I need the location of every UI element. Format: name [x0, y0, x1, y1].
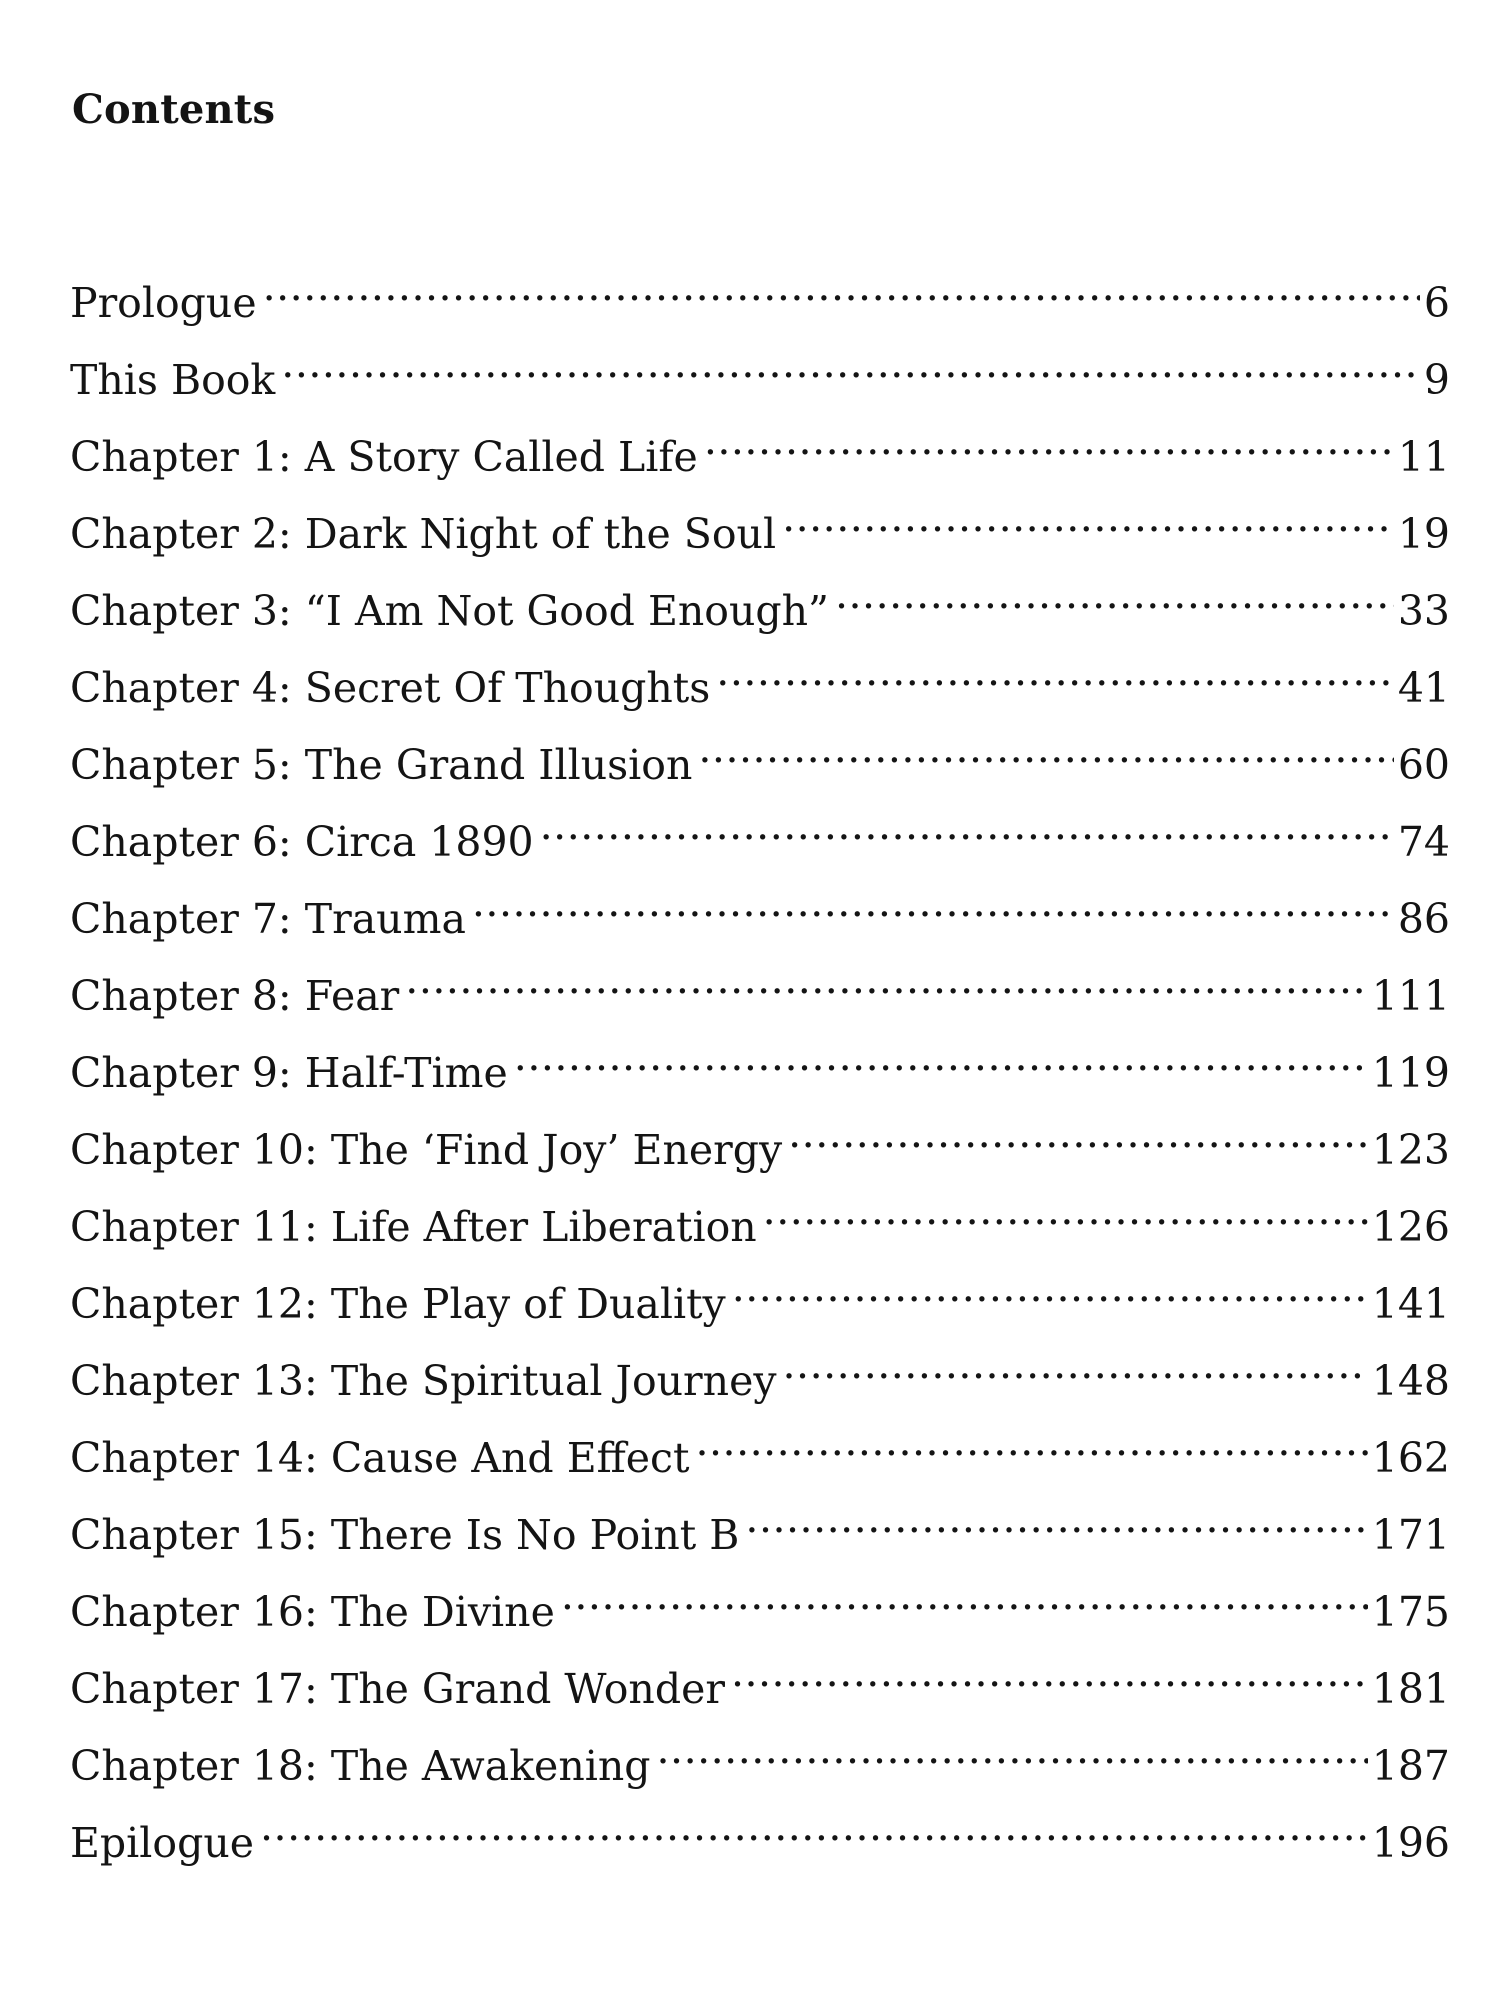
toc-entry-title: Chapter 14: Cause And Effect — [70, 1434, 690, 1482]
toc-entry-title: Chapter 6: Circa 1890 — [70, 818, 534, 866]
dot-leader — [704, 394, 1394, 471]
dot-leader — [745, 1472, 1367, 1549]
dot-leader — [732, 1241, 1368, 1318]
toc-entry-page: 111 — [1371, 972, 1450, 1020]
toc-entry-page: 9 — [1423, 356, 1450, 404]
toc-entry-title: Chapter 4: Secret Of Thoughts — [70, 664, 711, 712]
toc-entry-page: 19 — [1397, 510, 1450, 558]
dot-leader — [698, 702, 1393, 779]
toc-entry[interactable] — [70, 1780, 1450, 1867]
toc-entry-title: Chapter 17: The Grand Wonder — [70, 1665, 725, 1713]
toc-entry-title: Epilogue — [70, 1819, 254, 1867]
dot-leader — [263, 240, 1420, 317]
toc-entry-page: 162 — [1371, 1434, 1450, 1482]
toc-entry-page: 123 — [1371, 1126, 1450, 1174]
toc-entry[interactable] — [70, 240, 1450, 327]
toc-entry-page: 126 — [1371, 1203, 1450, 1251]
dot-leader — [657, 1703, 1368, 1780]
dot-leader — [281, 317, 1420, 394]
dot-leader — [260, 1780, 1368, 1857]
toc-entry-page: 86 — [1397, 895, 1450, 943]
toc-entry-title: Chapter 8: Fear — [70, 972, 400, 1020]
toc-entry-page: 171 — [1371, 1511, 1450, 1559]
toc-entry-page: 141 — [1371, 1280, 1450, 1328]
toc-entry-page: 148 — [1371, 1357, 1450, 1405]
toc-entry-title: Chapter 3: “I Am Not Good Enough” — [70, 587, 829, 635]
toc-entry-page: 11 — [1397, 433, 1450, 481]
toc-entry-page: 60 — [1397, 741, 1450, 789]
toc-entry-title: Chapter 13: The Spiritual Journey — [70, 1357, 777, 1405]
dot-leader — [763, 1164, 1368, 1241]
dot-leader — [405, 933, 1367, 1010]
table-of-contents — [70, 240, 1450, 1867]
toc-entry-title: Prologue — [70, 279, 257, 327]
toc-entry-title: Chapter 5: The Grand Illusion — [70, 741, 693, 789]
toc-entry-page: 33 — [1397, 587, 1450, 635]
toc-entry-page: 196 — [1371, 1819, 1450, 1867]
dot-leader — [514, 1010, 1368, 1087]
dot-leader — [472, 856, 1394, 933]
toc-entry-title: Chapter 12: The Play of Duality — [70, 1280, 726, 1328]
toc-entry-title: Chapter 10: The ‘Find Joy’ Energy — [70, 1126, 783, 1174]
toc-entry-title: Chapter 16: The Divine — [70, 1588, 555, 1636]
toc-entry-page: 119 — [1371, 1049, 1450, 1097]
dot-leader — [695, 1395, 1367, 1472]
dot-leader — [731, 1626, 1368, 1703]
dot-leader — [788, 1087, 1368, 1164]
toc-entry-page: 181 — [1371, 1665, 1450, 1713]
toc-entry[interactable] — [70, 317, 1450, 404]
toc-entry-title: Chapter 9: Half-Time — [70, 1049, 508, 1097]
toc-entry-title: This Book — [70, 356, 276, 404]
toc-entry-page: 175 — [1371, 1588, 1450, 1636]
dot-leader — [782, 471, 1394, 548]
dot-leader — [716, 625, 1394, 702]
toc-entry-title: Chapter 18: The Awakening — [70, 1742, 651, 1790]
dot-leader — [561, 1549, 1368, 1626]
toc-entry-page: 41 — [1397, 664, 1450, 712]
page-title: Contents — [72, 86, 276, 133]
dot-leader — [835, 548, 1394, 625]
toc-entry-page: 74 — [1397, 818, 1450, 866]
dot-leader — [540, 779, 1394, 856]
dot-leader — [783, 1318, 1368, 1395]
toc-entry-title: Chapter 1: A Story Called Life — [70, 433, 698, 481]
toc-entry-title: Chapter 11: Life After Liberation — [70, 1203, 757, 1251]
toc-entry-page: 6 — [1423, 279, 1450, 327]
toc-entry-title: Chapter 2: Dark Night of the Soul — [70, 510, 777, 558]
toc-entry-page: 187 — [1371, 1742, 1450, 1790]
toc-entry-title: Chapter 7: Trauma — [70, 895, 466, 943]
toc-entry-title: Chapter 15: There Is No Point B — [70, 1511, 740, 1559]
